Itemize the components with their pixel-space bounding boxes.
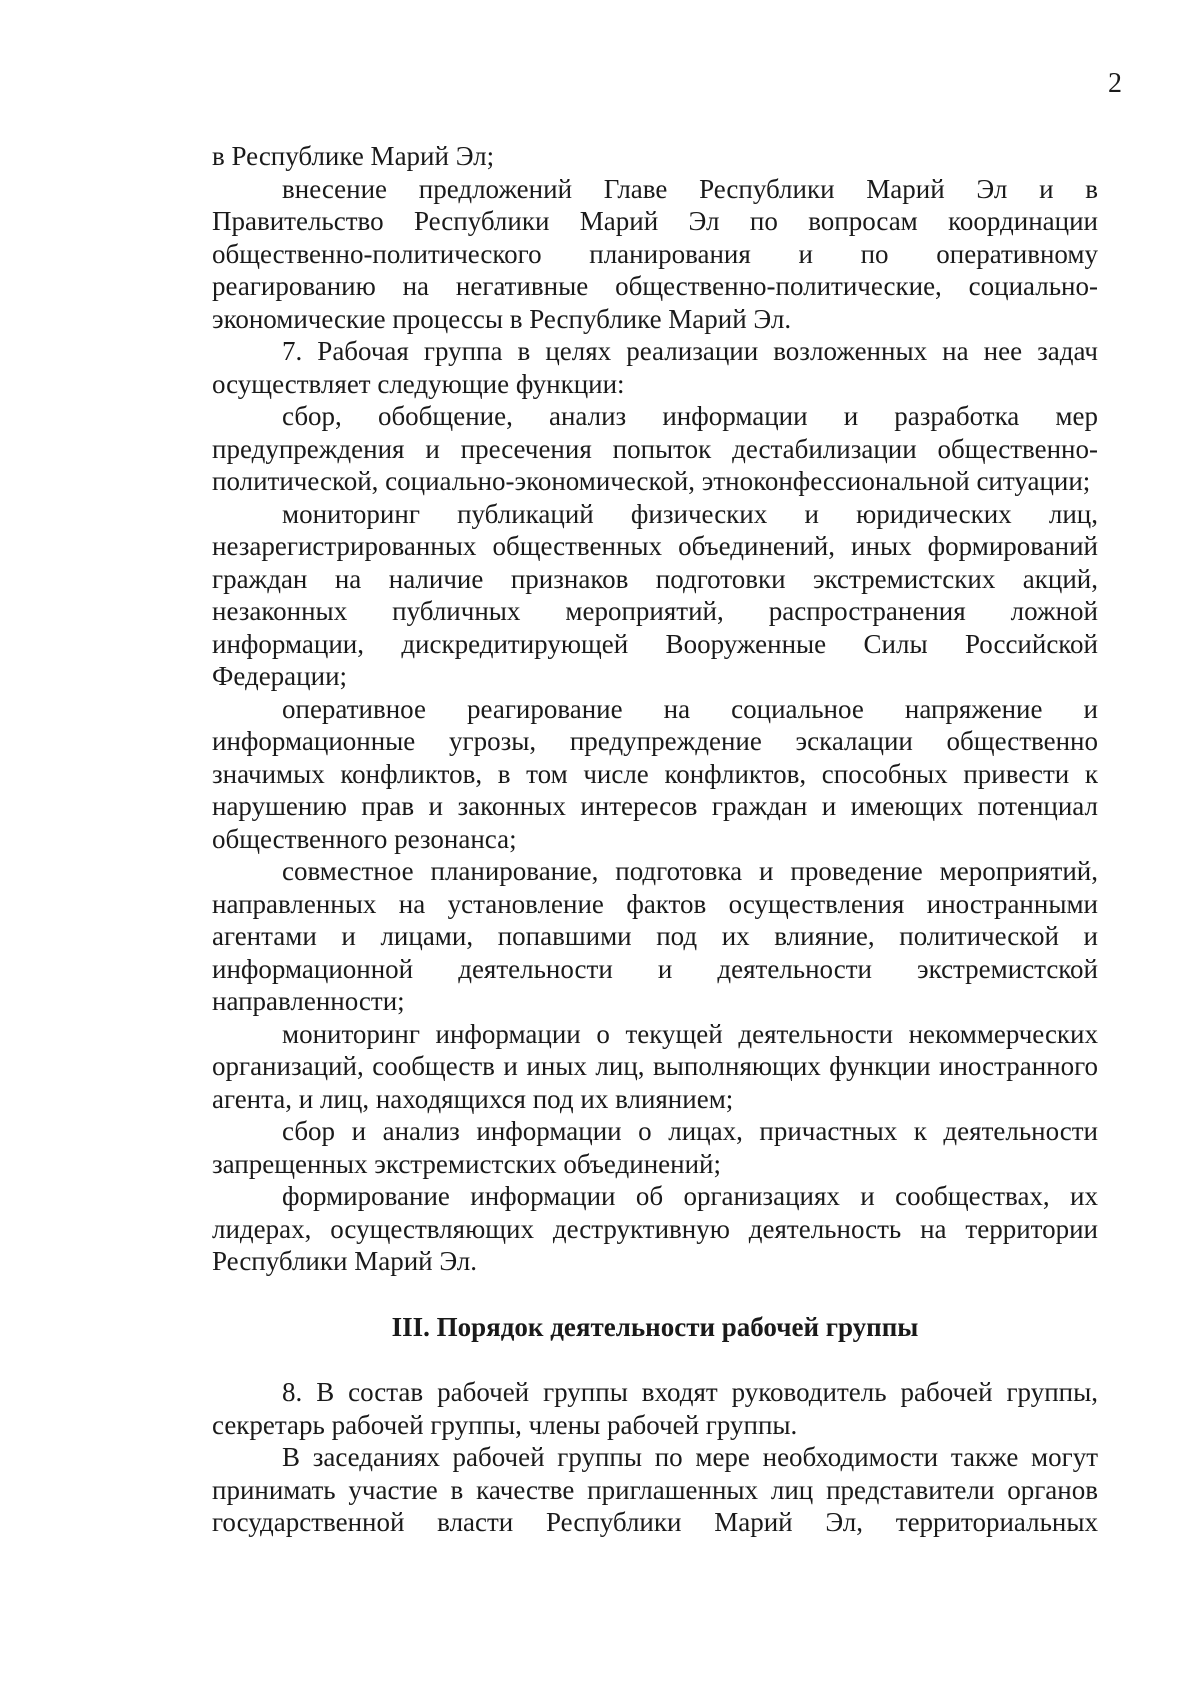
paragraph-function-monitoring-ngo: мониторинг информации о текущей деятельности некоммерческих организаций, сообществ и иных лиц, выполняющих функции иностранного агента, и лиц, находящихся под их влиянием; — [212, 1018, 1098, 1114]
document-body — [212, 140, 1098, 1539]
section-heading: III. Порядок деятельности рабочей группы — [391, 1311, 919, 1342]
paragraph-meeting-participants: В заседаниях рабочей группы по мере необходимости также могут принимать участие в качестве приглашенных лиц представители органов государственной власти Республики Марий Эл, территориальных — [212, 1442, 1098, 1537]
paragraph-proposals: внесение предложений Главе Республики Марий Эл и в Правительство Республики Марий Эл по вопросам координации общественно-политического планирования и по оперативному реагированию на негативные общественно-политические, социально-экономические процессы в Республике Марий Эл. — [212, 173, 1098, 334]
paragraph-function-organizations: формирование информации об организациях и сообществах, их лидерах, осуществляющих деструктивную деятельность на территории Республики Марий Эл. — [212, 1181, 1098, 1276]
paragraph-clause-7: 7. Рабочая группа в целях реализации возложенных на нее задач осуществляет следующие функции: — [212, 336, 1098, 399]
paragraph-continuation: в Республике Марий Эл; — [212, 141, 495, 171]
paragraph-function-rapid-response: оперативное реагирование на социальное напряжение и информационные угрозы, предупреждение эскалации общественно значимых конфликтов, в том числе конфликтов, способных привести к нарушению прав и законных интересов граждан и имеющих потенциал общественного резонанса; — [212, 693, 1098, 854]
paragraph-function-joint-planning: совместное планирование, подготовка и проведение мероприятий, направленных на установление фактов осуществления иностранными агентами и лицами, попавшими под их влияние, политической и информационной деятельности и деятельности экстремистской направленности; — [212, 856, 1098, 1016]
paragraph-function-collection: сбор, обобщение, анализ информации и разработка мер предупреждения и пресечения попыток дестабилизации общественно-политической, социально-экономической, этноконфессиональной ситуации; — [212, 401, 1098, 496]
paragraph-clause-8: 8. В состав рабочей группы входят руководитель рабочей группы, секретарь рабочей группы, члены рабочей группы. — [212, 1377, 1098, 1440]
page-number: 2 — [1108, 68, 1122, 99]
paragraph-function-monitoring-publications: мониторинг публикаций физических и юридических лиц, незарегистрированных общественных объединений, иных формирований граждан на наличие признаков подготовки экстремистских акций, незаконных публичных мероприятий, распространения ложной информации, дискредитирующей Вооруженные Силы Российской Федерации; — [212, 498, 1098, 691]
paragraph-function-extremist-info: сбор и анализ информации о лицах, причастных к деятельности запрещенных экстремистских объединений; — [212, 1116, 1098, 1179]
